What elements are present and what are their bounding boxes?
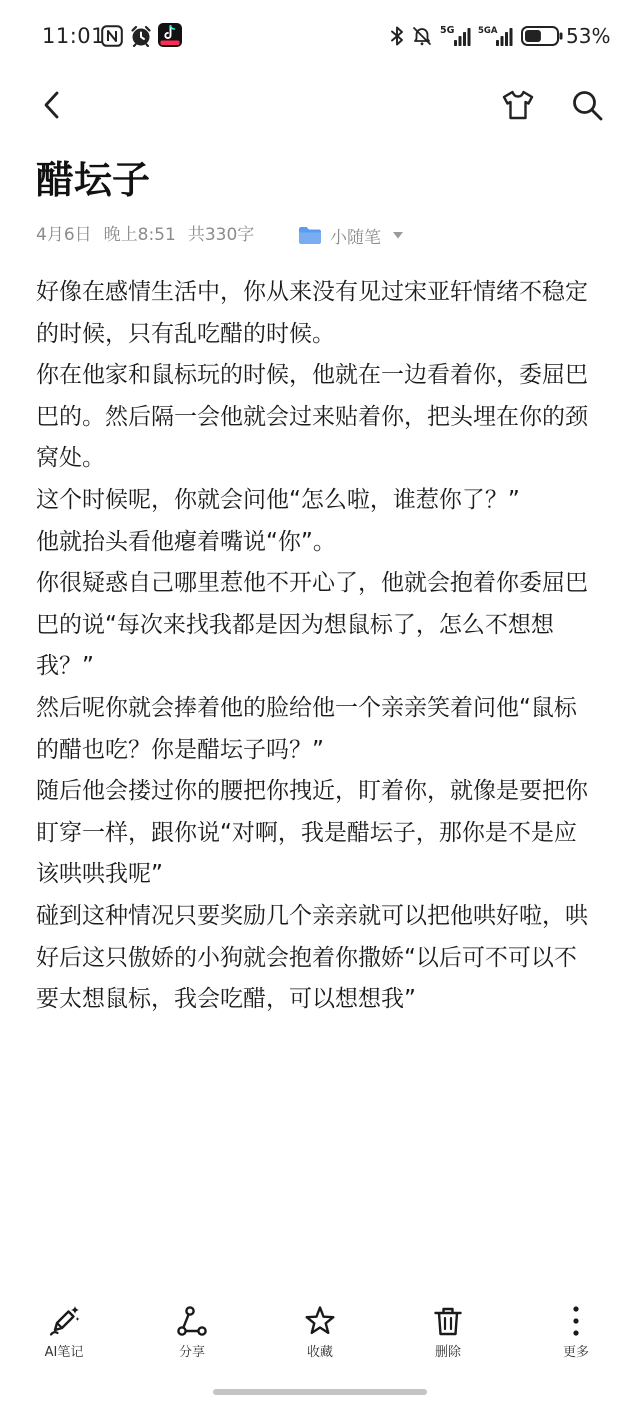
signal-label: 5G — [440, 25, 455, 36]
star-icon — [303, 1304, 337, 1338]
share-icon — [175, 1304, 209, 1338]
search-icon — [570, 88, 604, 122]
note-paragraph: 碰到这种情况只要奖励几个亲亲就可以把他哄好啦，哄好后这只傲娇的小狗就会抱着你撒娇“以后可不可以不要太想鼠标，我会吃醋，可以想想我” — [36, 902, 588, 1013]
note-paragraph: 他就抬头看他瘪着嘴说“你”。 — [36, 528, 336, 555]
folder-picker[interactable] — [298, 221, 403, 249]
signal-icon — [478, 24, 514, 48]
share-label: 分享 — [178, 1345, 205, 1360]
dropdown-triangle-icon — [393, 232, 403, 239]
folder-icon — [298, 225, 322, 245]
more-button[interactable] — [512, 1298, 640, 1370]
more-label: 更多 — [562, 1345, 589, 1360]
ai-note-label: AI笔记 — [44, 1345, 84, 1360]
note-paragraph: 好像在感情生活中，你从来没有见过宋亚轩情绪不稳定的时候，只有乱吃醋的时候。 — [36, 279, 588, 347]
more-vertical-icon — [559, 1304, 593, 1338]
tshirt-icon — [500, 87, 536, 123]
folder-name: 小随笔 — [330, 227, 381, 248]
note-date: 4月6日 — [36, 225, 92, 245]
trash-icon — [431, 1304, 465, 1338]
note-time: 晚上8:51 — [103, 225, 176, 245]
signal-label: 5GA — [478, 26, 498, 36]
delete-button[interactable] — [384, 1298, 512, 1370]
share-button[interactable] — [128, 1298, 256, 1370]
ai-note-button[interactable] — [0, 1298, 128, 1370]
back-arrow-icon — [38, 89, 66, 121]
battery-icon — [521, 26, 563, 46]
note-word-count: 共330字 — [187, 225, 255, 245]
bottom-toolbar — [0, 1298, 640, 1370]
home-indicator[interactable] — [213, 1389, 427, 1395]
note-paragraph: 你在他家和鼠标玩的时候，他就在一边看着你，委屈巴巴的。然后隔一会他就会过来贴着你，把头埋在你的颈窝处。 — [36, 362, 588, 472]
nfc-icon — [101, 25, 123, 47]
note-body[interactable] — [36, 272, 594, 1021]
battery-percent: 53% — [566, 24, 611, 48]
note-paragraph: 随后他会搂过你的腰把你拽近，盯着你，就像是要把你盯穿一样，跟你说“对啊，我是醋坛子，那你是不是应该哄哄我呢” — [36, 778, 588, 888]
favorite-label: 收藏 — [306, 1345, 333, 1360]
bluetooth-icon — [389, 25, 405, 47]
note-paragraph: 这个时候呢，你就会问他“怎么啦，谁惹你了？” — [36, 486, 520, 513]
search-button[interactable] — [570, 88, 604, 122]
silent-bell-icon — [411, 25, 433, 47]
note-meta — [36, 222, 254, 248]
battery-level-fill — [525, 30, 541, 42]
note-paragraph: 你很疑惑自己哪里惹他不开心了，他就会抱着你委屈巴巴的说“每次来找我都是因为想鼠标了，怎么不想想我？” — [36, 570, 588, 680]
alarm-clock-icon — [129, 24, 153, 48]
tiktok-app-icon — [158, 23, 182, 47]
delete-label: 删除 — [434, 1345, 461, 1360]
ai-pen-icon — [47, 1304, 81, 1338]
status-time: 11:01 — [42, 24, 106, 48]
note-title[interactable]: 醋坛子 — [36, 158, 151, 202]
note-paragraph: 然后呢你就会捧着他的脸给他一个亲亲笑着问他“鼠标的醋也吃？你是醋坛子吗？” — [36, 694, 577, 763]
theme-button[interactable] — [500, 87, 536, 123]
signal-icon — [440, 24, 472, 48]
favorite-button[interactable] — [256, 1298, 384, 1370]
back-button[interactable] — [38, 89, 66, 121]
